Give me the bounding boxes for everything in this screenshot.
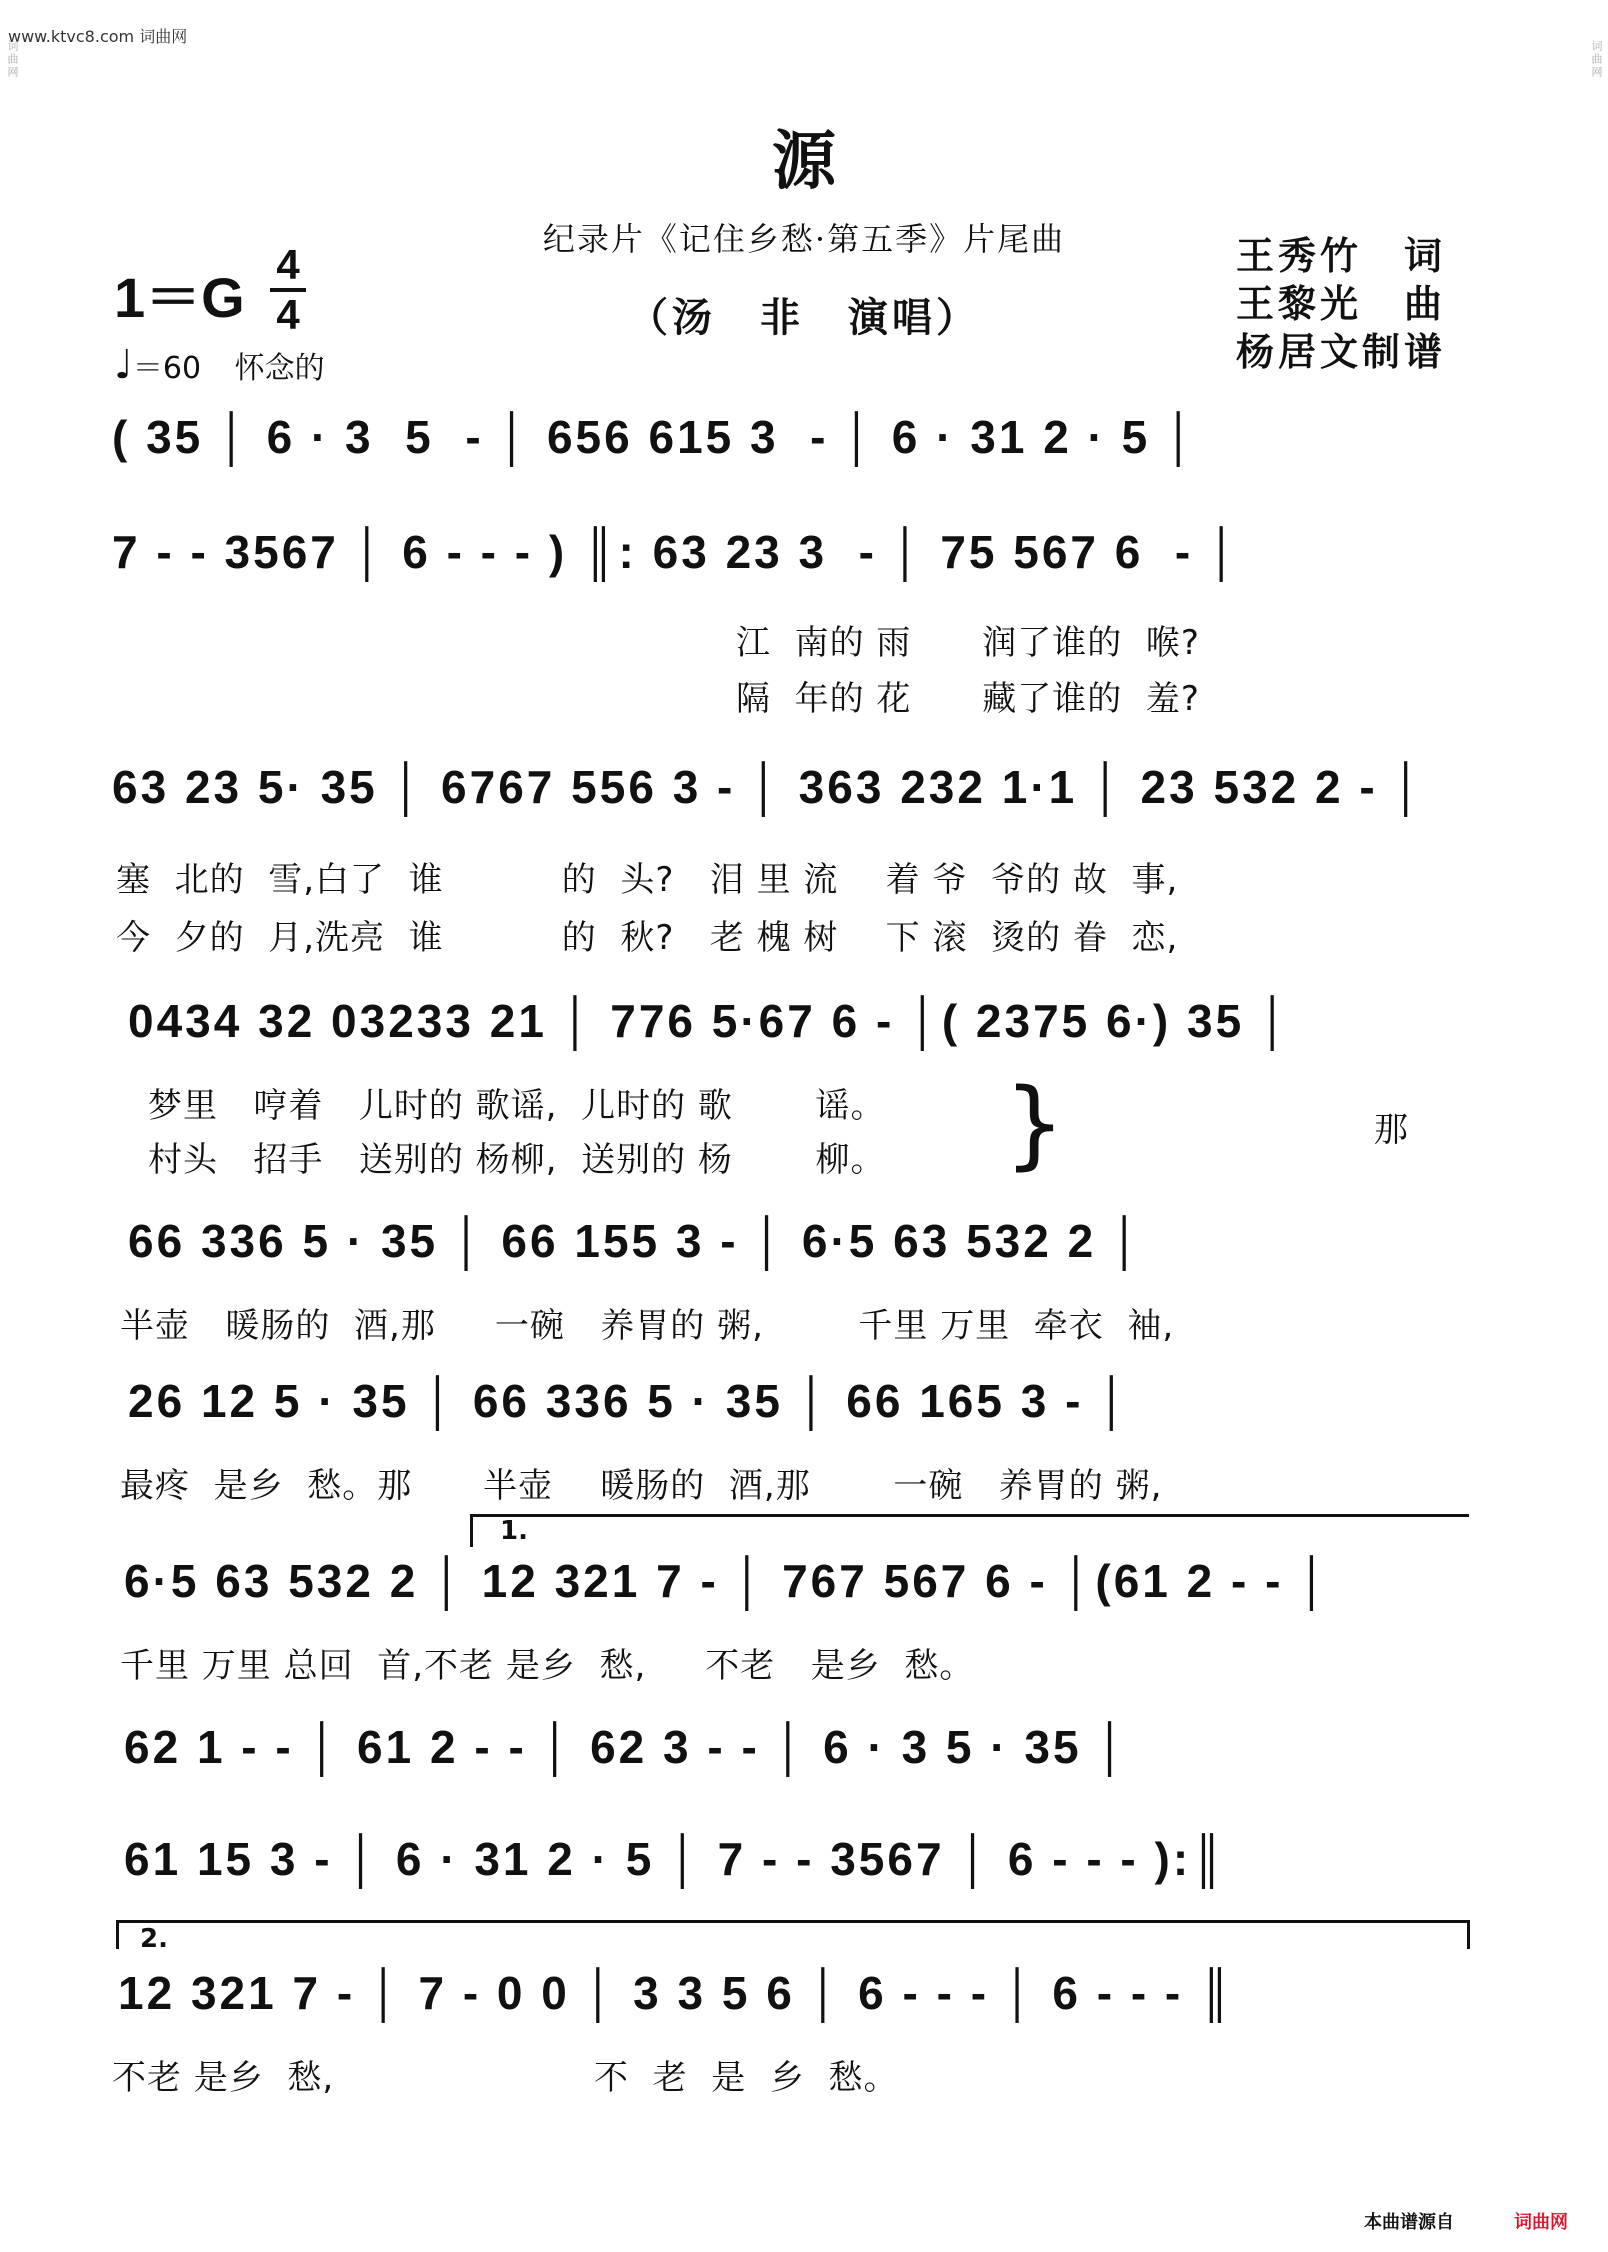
tempo-marking [114,342,325,388]
volta-label-2: 2. [140,1924,168,1954]
verse-brace: } [1004,1068,1066,1180]
song-title: 源 [772,124,836,199]
notation-line: 62 1 - - │ 61 2 - - │ 62 3 - - │ 6 · 3 5 · 35 │ [124,1721,1130,1773]
lyrics-verse-1: 千里 万里 总回 首,不老 是乡 愁, 不老 是乡 愁。 [120,1646,975,1686]
pickup-lyric: 那 [1374,1110,1409,1150]
notation-line: ( 35 │ 6 · 3 5 - │ 656 615 3 - │ 6 · 31 2 · 5 │ [112,411,1198,463]
singer-credit: （汤 非 演唱） [628,294,980,341]
transcriber-credit: 杨居文制谱 [1236,329,1447,374]
quarter-note-icon: ♩ [114,342,133,388]
volta-label-1: 1. [500,1516,528,1546]
composer-credit: 王黎光 曲 [1236,281,1447,326]
volta-bracket-1 [470,1514,1469,1547]
lyrics-verse-1: 塞 北的 雪,白了 谁 的 头? 泪 里 流 着 爷 爷的 故 事, [116,860,1179,900]
side-watermark-left: 词曲网 [6,40,19,79]
lyrics-verse-1: 半壶 暖肠的 酒,那 一碗 养胃的 粥, 千里 万里 牵衣 袖, [120,1306,1175,1346]
time-sig-top: 4 [276,241,300,288]
notation-line: 7 - - 3567 │ 6 - - - ) ║: 63 23 3 - │ 75 567 6 - │ [112,526,1241,578]
song-subtitle: 纪录片《记住乡愁·第五季》片尾曲 [542,220,1066,258]
tempo-value: ＝60 [132,351,202,386]
time-sig-bottom: 4 [276,291,300,338]
lyrics-verse-1: 梦里 哼着 儿时的 歌谣, 儿时的 歌 谣。 [148,1086,886,1126]
footer-attribution [1364,2208,1568,2234]
composer-credits [1236,232,1446,376]
notation-line: 6·5 63 532 2 │ 12 321 7 - │ 767 567 6 - │(61 2 - - │ [124,1555,1331,1607]
lyrics-verse-1: 江 南的 雨 润了谁的 喉? [736,623,1200,663]
site-url: www.ktvc8.com 词曲网 [8,27,188,46]
notation-line: 61 15 3 - │ 6 · 31 2 · 5 │ 7 - - 3567 │ 6 - - - ):║ [124,1833,1227,1885]
notation-line: 0434 32 03233 21 │ 776 5·67 6 - │( 2375 6·) 35 │ [128,995,1292,1047]
lyricist-credit: 王秀竹 词 [1236,233,1447,278]
lyrics-verse-1: 最疼 是乡 愁。那 半壶 暖肠的 酒,那 一碗 养胃的 粥, [120,1466,1163,1506]
notation-line: 26 12 5 · 35 │ 66 336 5 · 35 │ 66 165 3 - │ [128,1375,1131,1427]
footer-brand-link[interactable]: 词曲网 [1514,2212,1568,2233]
side-watermark-right: 词曲网 [1590,40,1603,79]
footer-text: 本曲谱源自 [1364,2212,1454,2233]
lyrics-verse-2: 村头 招手 送别的 杨柳, 送别的 杨 柳。 [148,1140,886,1180]
notation-line: 66 336 5 · 35 │ 66 155 3 - │ 6·5 63 532 2 │ [128,1215,1144,1267]
notation-line: 63 23 5· 35 │ 6767 556 3 - │ 363 232 1·1 │ 23 532 2 - │ [112,761,1426,813]
tempo-mood: 怀念的 [234,351,325,386]
volta-bracket-2 [116,1920,1470,1949]
time-signature [270,241,306,338]
lyrics-verse-1: 不老 是乡 愁, 不 老 是 乡 愁。 [112,2058,899,2098]
lyrics-verse-2: 隔 年的 花 藏了谁的 羞? [736,679,1200,719]
notation-line: 12 321 7 - │ 7 - 0 0 │ 3 3 5 6 │ 6 - - - │ 6 - - - ║ [118,1967,1235,2019]
lyrics-verse-2: 今 夕的 月,洗亮 谁 的 秋? 老 槐 树 下 滚 烫的 眷 恋, [116,918,1179,958]
key-signature: 1＝G [114,266,245,329]
